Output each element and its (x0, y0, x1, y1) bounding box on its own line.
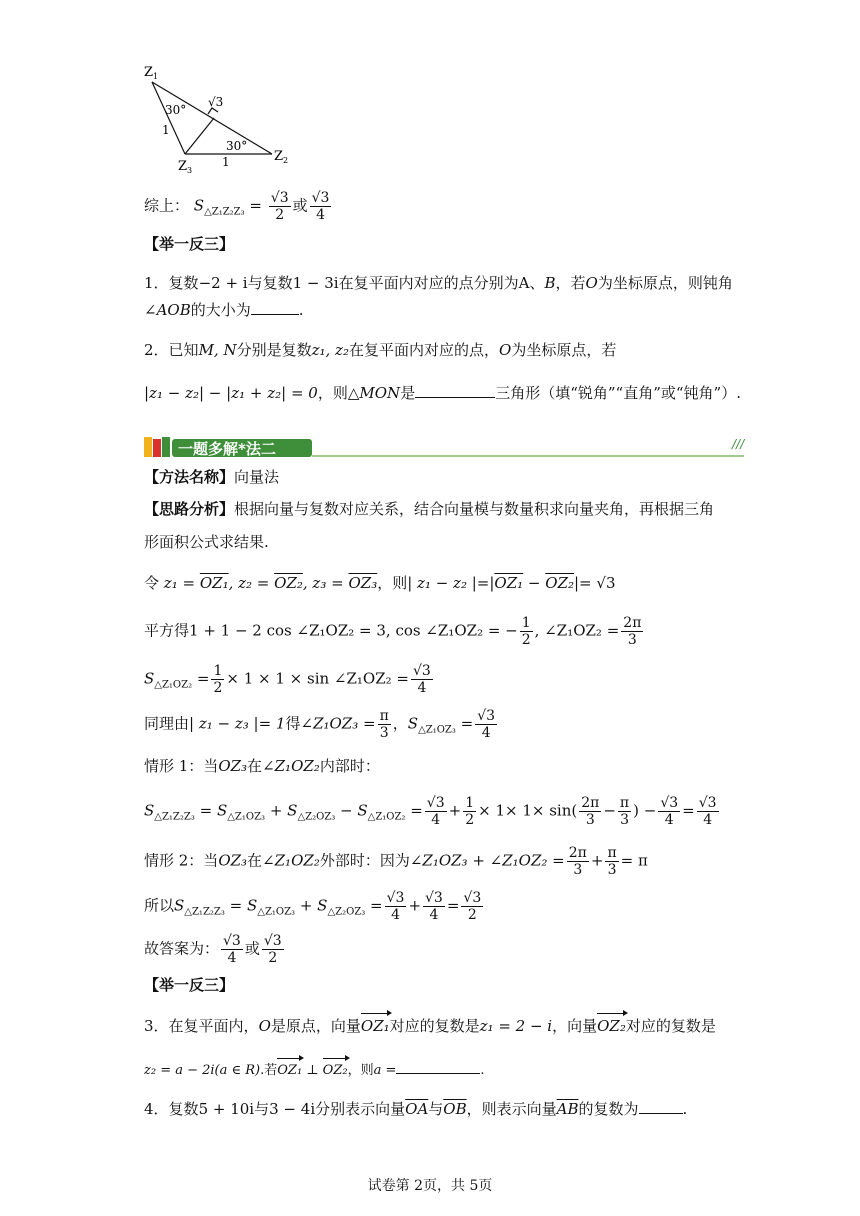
equation-1: 令 z₁ = OZ₁, z₂ = OZ₂, z₃ = OZ₃，则| z₁ − z₂ |=|OZ₁ − OZ₂|= √3 (144, 574, 616, 592)
question-3-line-2: z₂ = a − 2i(a ∈ R).若OZ₁ ⊥ OZ₂，则a = . (144, 1059, 485, 1081)
result-fraction-2: $\frac{√3}{4}$ (311, 190, 330, 223)
analysis-line-1: 【思路分析】根据向量与复数对应关系，结合向量模与数量积求向量夹角，再根据三角 (144, 500, 715, 518)
summary-prefix: 综上： (144, 196, 190, 215)
side-sqrt3-label: √3 (208, 95, 224, 109)
angle-top-label: 30° (165, 103, 187, 117)
question-3-line-1: 3．在复平面内，O是原点，向量OZ₁对应的复数是z₁ = 2 − i，向量OZ₂对应的复数是 (144, 1017, 716, 1035)
section-title-2: 【举一反三】 (144, 976, 235, 994)
side-bottom-label: 1 (222, 155, 230, 169)
label-z3: $Z_3$ (178, 159, 193, 175)
question-2-line-1: 2．已知M, N分别是复数z₁, z₂在复平面内对应的点，O为坐标原点，若 (144, 341, 617, 359)
question-4-line: 4．复数5 + 10i与3 − 4i分别表示向量$\overline{OA}$与$\overline{OB}$，则表示向量$\overline{AB}$的复数为 . (144, 1100, 688, 1118)
method-line: 【方法名称】向量法 (144, 468, 280, 486)
label-z2: $Z_2$ (274, 149, 289, 165)
equals: = (249, 196, 262, 215)
area-symbol: S (193, 196, 205, 215)
equation-3: $S_{\triangle Z_1OZ_2}$ = $\frac{1}{2}$ × 1 × 1 × sin ∠Z₁OZ₂ = $\frac{√3}{4}$ (144, 663, 431, 696)
result-fraction-1: $\frac{√3}{2}$ (270, 190, 289, 223)
angle-right-label: 30° (226, 139, 248, 153)
answer-blank-4[interactable] (639, 1099, 683, 1114)
case-1-line: 情形 1：当OZ₃在∠Z₁OZ₂内部时： (144, 757, 380, 775)
answer-blank-3[interactable] (396, 1059, 480, 1074)
banner-deco: /// (732, 437, 745, 451)
page-footer: 试卷第 2页，共 5页 (367, 1178, 493, 1194)
answer-line: 故答案为： $\frac{√3}{4}$ 或 $\frac{√3}{2}$ (144, 933, 282, 966)
answer-blank-1[interactable] (251, 300, 299, 315)
question-1-line-2: ∠AOB的大小为 . (144, 301, 304, 319)
section-title-1: 【举一反三】 (144, 235, 235, 253)
banner-title: 一题多解*法二 (178, 440, 276, 458)
area-subscript: △Z₁Z₂Z₃ (204, 206, 245, 218)
triangle-figure (140, 62, 300, 180)
equation-4: 同理由| z₁ − z₃ |= 1得∠Z₁OZ₃ = $\frac{\pi}{3}$ ，$S_{\triangle Z_1OZ_3}$ = $\frac{√3}{4}$ (144, 708, 496, 741)
label-z1: $Z_1$ (144, 65, 159, 81)
case-2-line: 情形 2：当OZ₃在∠Z₁OZ₂外部时：因为∠Z₁OZ₃ + ∠Z₁OZ₂ = $\frac{2\pi}{3}$ + $\frac{\pi}{3}$ = π (144, 845, 648, 878)
question-2-line-2: |z₁ − z₂| − |z₁ + z₂| = 0，则△MON是 三角形（填“锐角”“直角”或“钝角”）. (144, 384, 741, 402)
or-word: 或 (292, 196, 308, 215)
equation-6: 所以$S_{\triangle Z_1Z_2Z_3} = S_{\triangle Z_1OZ_3} + S_{\triangle Z_2OZ_3}$ = $\frac{√3}{4}$ + $\frac{√3}{4}$ = $\frac{√3}{2}$ (144, 890, 482, 923)
summary-line (144, 190, 333, 223)
equation-2: 平方得1 + 1 − 2 cos ∠Z₁OZ₂ = 3, cos ∠Z₁OZ₂ = − $\frac{1}{2}$ , ∠Z₁OZ₂ = $\frac{2\pi}{3}$ (144, 615, 642, 648)
equation-5: $S_{\triangle Z_1Z_2Z_3} = S_{\triangle Z_1OZ_3} + S_{\triangle Z_2OZ_3} - S_{\triangle Z_1OZ_2}$ = $\frac{√3}{4}$ + $\frac{1}{2}$ × 1× 1× sin( $\frac{2\pi}{3}$ − $\frac{\pi}{3}$ ) − $\frac{√3}{4}$ = $\frac{√3}{4}$ (144, 795, 717, 828)
answer-blank-2[interactable] (415, 383, 495, 398)
analysis-line-2: 形面积公式求结果. (144, 533, 269, 551)
side-left-label: 1 (162, 123, 170, 137)
question-1-line-1: 1．复数−2 + i与复数1 − 3i在复平面内对应的点分别为A、B，若O为坐标原点，则钝角 (144, 274, 733, 292)
section-banner (144, 437, 744, 459)
